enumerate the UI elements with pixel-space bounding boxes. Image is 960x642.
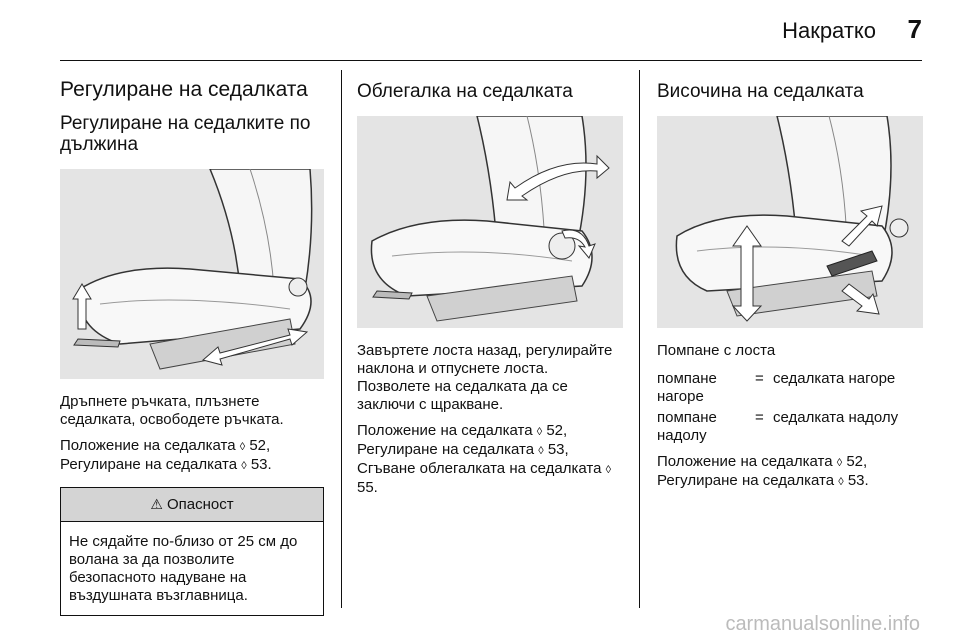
ref-label: Регулиране на седалката <box>357 441 535 458</box>
backrest-figure <box>357 116 623 328</box>
header-rule <box>60 60 922 61</box>
column-divider-2 <box>639 70 640 608</box>
lever-knob <box>289 278 307 296</box>
warning-title: Опасност <box>166 496 234 513</box>
column-divider-1 <box>341 70 342 608</box>
instruction-text: Дръпнете ръчката, плъзнете седалката, освободете ръчката. <box>60 393 284 428</box>
pump-table <box>657 370 923 445</box>
table-key: помпане нагоре <box>657 370 717 405</box>
watermark: carmanualsonline.info <box>725 613 920 635</box>
ref-page-link[interactable]: 52, <box>846 453 868 470</box>
instruction-text: Помпане с лоста <box>657 342 776 359</box>
cross-reference <box>357 422 623 497</box>
ref-page-link[interactable]: 52, <box>249 437 271 454</box>
ref-label: Сгъване облегалката на седалката <box>357 460 602 477</box>
seat-length-figure <box>60 169 324 379</box>
warning-text: Не сядайте по-близо от 25 см до волана за да позволите безопасното надуване на въздушната възглавница. <box>69 533 298 604</box>
warning-box <box>60 487 324 616</box>
table-eq: = <box>755 370 764 387</box>
section-heading: Височина на седалката <box>657 81 864 102</box>
ref-arrow-icon: ◊ <box>836 457 843 469</box>
ref-arrow-icon: ◊ <box>241 460 247 472</box>
ref-label: Положение на седалката <box>60 437 236 454</box>
table-value: седалката нагоре <box>773 370 896 387</box>
ref-page-link[interactable]: 55. <box>357 479 378 496</box>
cross-reference <box>60 437 324 475</box>
subsection-heading: Регулиране на седалките по дължина <box>60 113 311 155</box>
ref-arrow-icon: ◊ <box>239 441 246 453</box>
ref-page-link[interactable]: 53. <box>847 472 869 489</box>
ref-page-link[interactable]: 53. <box>250 456 272 473</box>
table-row <box>657 409 923 445</box>
page-number: 7 <box>907 14 922 44</box>
warning-header <box>61 488 323 522</box>
ref-label: Положение на седалката <box>357 422 533 439</box>
ref-page-link[interactable]: 52, <box>546 422 568 439</box>
seat-height-figure <box>657 116 923 328</box>
ref-page-link[interactable]: 53, <box>547 441 569 458</box>
ref-arrow-icon: ◊ <box>538 445 544 457</box>
table-eq: = <box>755 409 764 426</box>
ref-label: Регулиране на седалката <box>60 456 238 473</box>
section-heading: Регулиране на седалката <box>60 78 308 101</box>
instruction-text: Завъртете лоста назад, регулирайте наклона и отпуснете лоста. Позволете на седалката да се заключи с щракване. <box>357 342 613 413</box>
ref-arrow-icon: ◊ <box>838 476 844 488</box>
page-header-title: Накратко <box>782 18 876 43</box>
cross-reference <box>657 453 923 491</box>
ref-label: Положение на седалката <box>657 453 833 470</box>
ref-arrow-icon: ◊ <box>605 464 612 476</box>
ref-label: Регулиране на седалката <box>657 472 835 489</box>
column-backrest <box>357 78 623 497</box>
column-seat-length <box>60 78 324 616</box>
column-seat-height <box>657 78 923 491</box>
table-row <box>657 370 923 406</box>
table-value: седалката надолу <box>773 409 899 426</box>
ref-arrow-icon: ◊ <box>536 426 543 438</box>
table-key: помпане надолу <box>657 409 717 444</box>
section-heading: Облегалка на седалката <box>357 81 573 102</box>
warning-icon: ⚠ <box>150 496 163 512</box>
